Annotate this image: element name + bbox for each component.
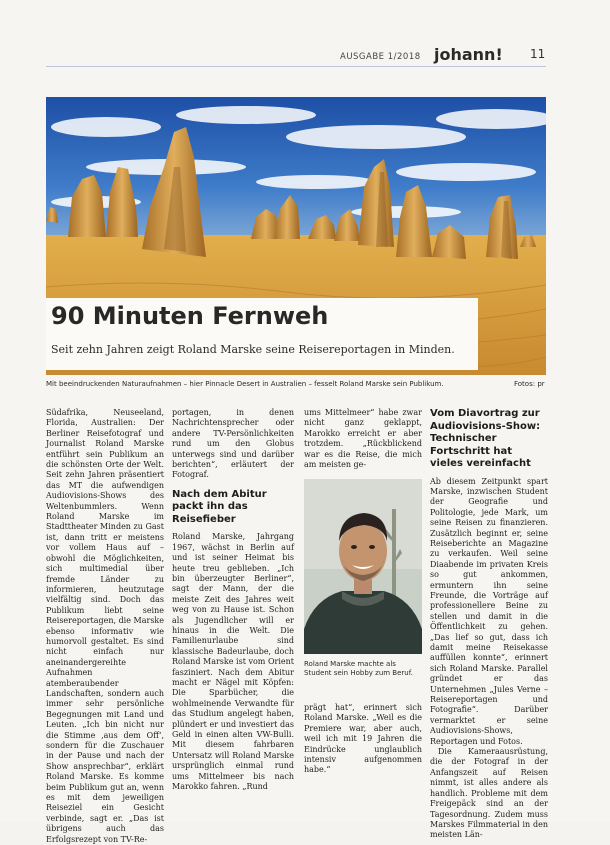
- text-column-2: [172, 408, 294, 793]
- brand-logo: johann!: [434, 45, 503, 64]
- page-header: [0, 46, 610, 68]
- text-column-4: [430, 408, 548, 841]
- body-paragraph: ums Mittelmeer“ habe zwar nicht ganz geklappt, Marokko erreicht er aber trotzdem. „Rückblickend war es die Reise, die mich am meisten ge-: [304, 408, 422, 470]
- photo-credit: Fotos: pr: [514, 380, 545, 388]
- body-paragraph: portagen, in denen Nachrichtensprecher oder andere TV-Persönlichkeiten rund um den Globus unterwegs sind und darüber berichten“, erläutert der Fotograf.: [172, 408, 294, 480]
- article-subtitle: Seit zehn Jahren zeigt Roland Marske seine Reisereportagen in Minden.: [51, 343, 455, 356]
- text-column-3: [304, 408, 422, 470]
- body-paragraph: Roland Marske, Jahrgang 1967, wächst in Berlin auf und ist seiner Heimat bis heute treu geblieben. „Ich bin überzeugter Berliner“, sagt der Mann, der die meiste Zeit des Jahres weit weg von zu Hause ist. Schon als Jugendlicher will er hinaus in die Welt. Die Familienurlaube sind klassische Badeurlaube, doch Roland Marske ist vom Orient fasziniert. Nach dem Abitur macht er Nägel mit Köpfen: Die Sparbücher, die wohlmeinende Verwandte für das Studium angelegt haben, plündert er und investiert das Geld in einen alten VW-Bulli. Mit diesem fahrbaren Untersatz will Roland Marske ursprünglich einmal rund ums Mittelmeer bis nach Marokko fahren. „Rund: [172, 532, 294, 792]
- body-paragraph: Südafrika, Neuseeland, Florida, Australien: Der Berliner Reisefotograf und Journalist Roland Marske entführt sein Publikum an die schönsten Orte der Welt. Seit zehn Jahren präsentiert das MT die aufwendigen Audiovisions-Shows des Weltenbummlers. Wenn Roland Marske im Stadttheater Minden zu Gast ist, dann tritt er meistens vor vollem Haus auf – obwohl die Möglichkeiten, sich multimedial über fremde Länder zu informieren, heutzutage vielfältig sind. Doch das Publikum liebt seine Reisereportagen, die Marske ebenso informativ wie humorvoll gestaltet. Es sind nicht einfach nur aneinandergereihte Aufnahmen atemberaubender Landschaften, sondern auch immer sehr persönliche Begegnungen mit Land und Leuten. „Ich bin nicht nur die Stimme ‚aus dem Off‘, sondern für die Zuschauer in der Pause und nach der Show ansprechbar“, erklärt Roland Marske. Es komme beim Publikum gut an, wenn es mit dem jeweiligen Reiseziel ein Gesicht verbinde, sagt er. „Das ist übrigens auch das Erfolgsrezept von TV-Re-: [46, 408, 164, 844]
- headline-box: [46, 298, 478, 370]
- caption-text: Mit beeindruckenden Naturaufnahmen – hier Pinnacle Desert in Australien – fesselt Roland Marske sein Publikum.: [46, 380, 444, 388]
- photo-caption: [46, 380, 546, 388]
- issue-label: AUSGABE 1/2018: [340, 52, 421, 62]
- subheading: Nach dem Abitur packt ihn das Reisefieber: [172, 488, 267, 525]
- portrait-photo: [304, 479, 422, 654]
- subheading: Vom Diavortrag zur Audiovisions-Show: Technischer Fortschritt hat vieles vereinfacht: [430, 408, 541, 469]
- article-title: 90 Minuten Fernweh: [51, 302, 329, 330]
- text-column-3-continued: [304, 703, 422, 776]
- page-number: 11: [530, 47, 546, 61]
- text-column-1: [46, 408, 164, 845]
- body-paragraph: Die Kameraausrüstung, die der Fotograf in der Anfangszeit auf Reisen nimmt, ist alles andere als handlich. Probleme mit dem Freigepäck sind an der Tagesordnung. Zudem muss Marskes Filmmaterial in den meisten Län-: [430, 747, 548, 840]
- portrait-caption: Roland Marske machte als Student sein Hobby zum Beruf.: [304, 660, 413, 677]
- body-paragraph: Ab diesem Zeitpunkt spart Marske, inzwischen Student der Geografie und Politologie, jede Mark, um seine Reisen zu finanzieren. Zusätzlich beginnt er, seine Reiseberichte an Magazine zu verkaufen. Weil seine Diaabende im privaten Kreis so gut ankommen, ermuntern ihn seine Freunde, die Vorträge auf professionellere Beine zu stellen und damit in die Öffentlichkeit zu gehen. „Das lief so gut, dass ich damit meine Reisekasse auffüllen konnte“, erinnert sich Roland Marske. Parallel gründet er das Unternehmen „Jules Verne – Reisereportagen und Fotografie“. Darüber vermarktet er seine Audiovisions-Shows, Reportagen und Fotos.: [430, 476, 548, 746]
- body-paragraph: prägt hat“, erinnert sich Roland Marske. „Weil es die Premiere war, aber auch, weil ich mit 19 Jahren die Eindrücke unglaublich intensiv aufgenommen habe.“: [304, 703, 422, 775]
- header-rule: [46, 66, 546, 67]
